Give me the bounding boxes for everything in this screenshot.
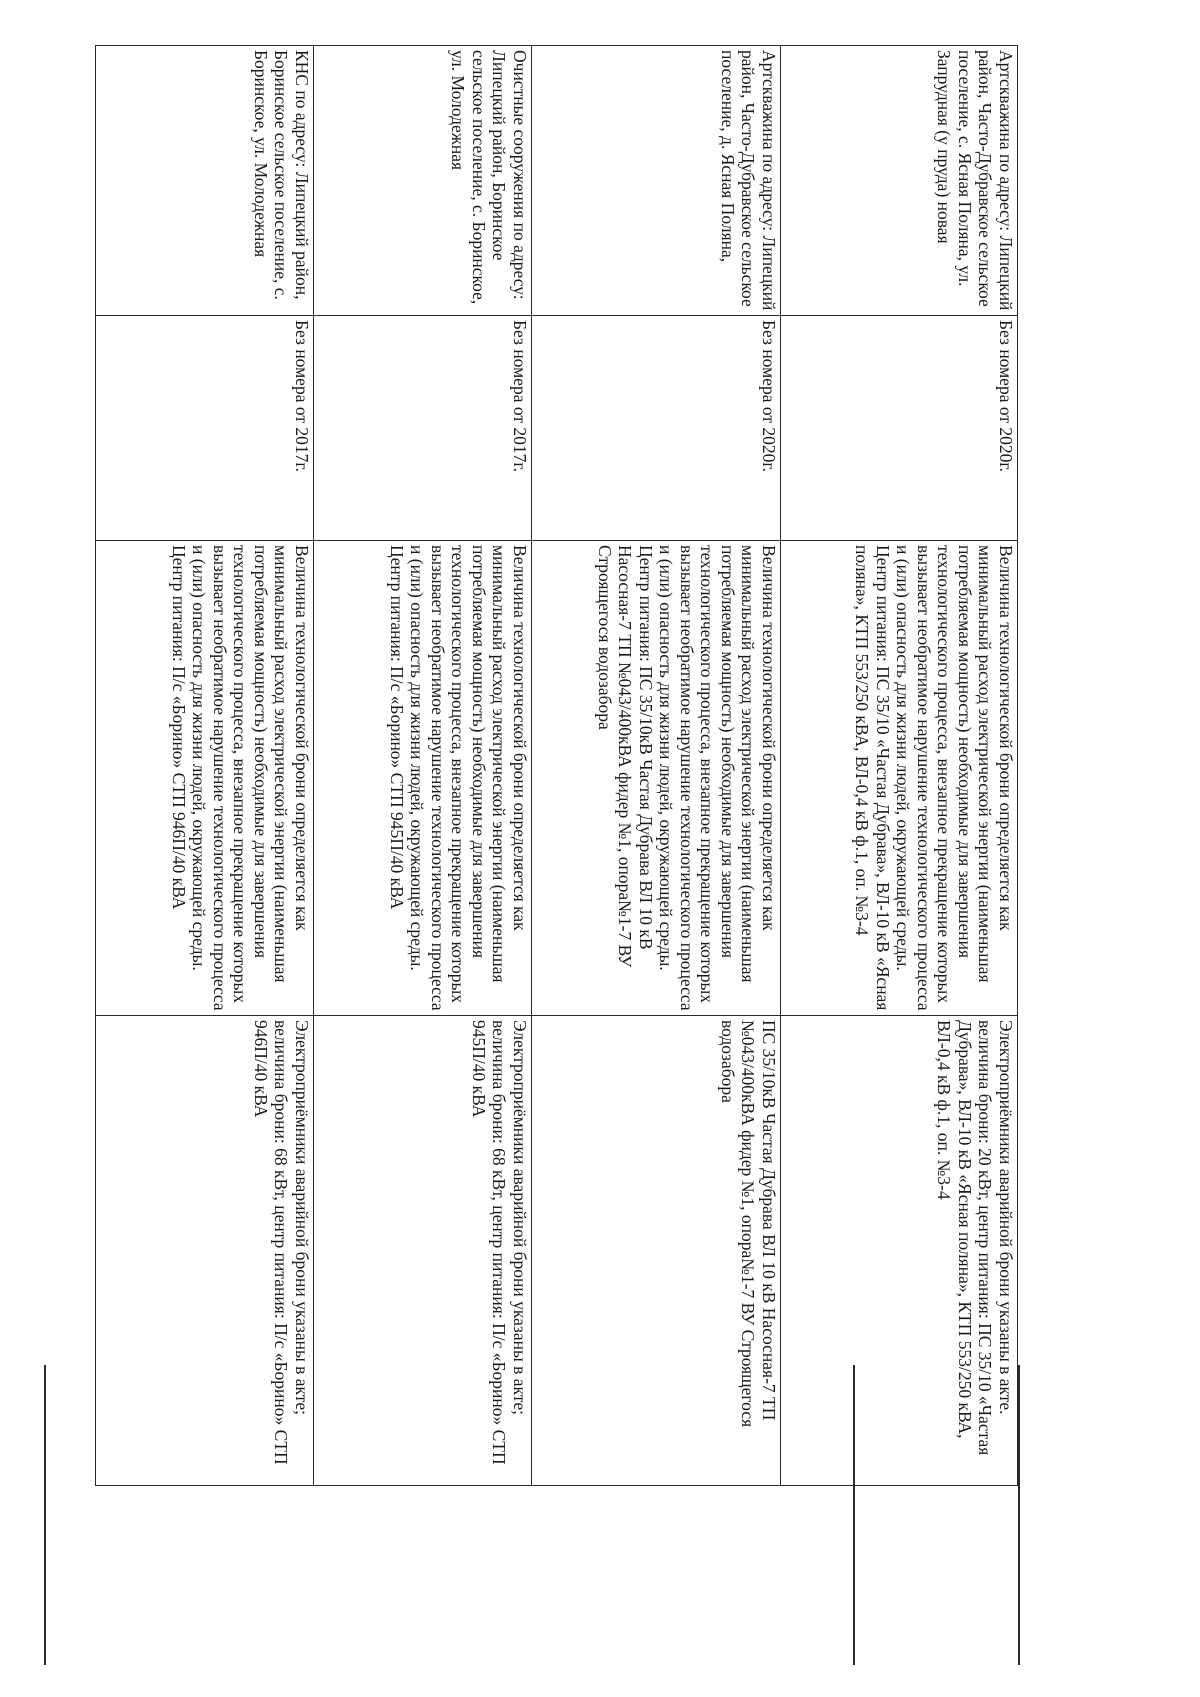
tech-bron-cell: Величина технологической брони определяется как минимальный расход электрической энергии (наименьшая потребляемая мощность) необходимые для завершения технологического процесса, внезапное прекращение которых вызывает необратимое нарушение технологического процесса и (или) опасность для жизни людей, окружающей среды. Центр питания: П/с «Борино» СТП 945П/40 кВА xyxy=(314,541,532,1016)
act-cell: Без номера от 2020г. xyxy=(781,316,1018,541)
separator-line xyxy=(44,1365,46,1665)
separator-line xyxy=(853,1365,855,1665)
table-row xyxy=(96,46,314,1486)
act-cell: Без номера от 2017г. xyxy=(96,316,314,541)
avar-bron-cell: Электроприёмники аварийной брони указаны в акте. величина брони: 20 кВт, центр питания: ПС 35/10 «Частая Дубрава», ВЛ-10 кВ «Ясная поляна», КТП 553/250 кВА, ВЛ-0,4 кВ ф.1, оп. №3-4 xyxy=(781,1016,1018,1486)
object-cell: Очистные сооружения по адресу: Липецкий район, Боринское сельское поселение, с. Боринское, ул. Молодежная xyxy=(314,46,532,316)
power-reserve-table xyxy=(95,45,1018,1486)
tech-bron-cell: Величина технологической брони определяется как минимальный расход электрической энергии (наименьшая потребляемая мощность) необходимые для завершения технологического процесса, внезапное прекращение которых вызывает необратимое нарушение технологического процесса и (или) опасность для жизни людей, окружающей среды. Центр питания: ПС 35/10кВ Частая Дубрава ВЛ 10 кВ Насосная-7 ТП №043/400кВА фидер №1, опора№1-7 ВУ Строящегося водозабора xyxy=(532,541,781,1016)
table-row xyxy=(781,46,1018,1486)
avar-bron-cell: Электроприёмники аварийной брони указаны в акте; величина брони: 68 кВт, центр питания: П/с «Борино» СТП 945П/40 кВА xyxy=(314,1016,532,1486)
table-row xyxy=(532,46,781,1486)
tech-bron-cell: Величина технологической брони определяется как минимальный расход электрической энергии (наименьшая потребляемая мощность) необходимые для завершения технологического процесса, внезапное прекращение которых вызывает необратимое нарушение технологического процесса и (или) опасность для жизни людей, окружающей среды. Центр питания: ПС 35/10 «Частая Дубрава», ВЛ-10 кВ «Ясная поляна», КТП 553/250 кВА, ВЛ-0,4 кВ ф.1, оп. №3-4 xyxy=(781,541,1018,1016)
rotated-page xyxy=(48,45,1018,1485)
separator-line xyxy=(1018,1365,1020,1665)
object-cell: Артскважина по адресу: Липецкий район, Часто-Дубравское сельское поселение, д. Ясная Поляна, xyxy=(532,46,781,316)
act-cell: Без номера от 2017г. xyxy=(314,316,532,541)
table-row xyxy=(314,46,532,1486)
object-cell: КНС по адресу: Липецкий район, Боринское сельское поселение, с. Боринское, ул. Молодежная xyxy=(96,46,314,316)
avar-bron-cell: ПС 35/10кВ Частая Дубрава ВЛ 10 кВ Насосная-7 ТП №043/400кВА фидер №1, опора№1-7 ВУ Строящегося водозабора xyxy=(532,1016,781,1486)
tech-bron-cell: Величина технологической брони определяется как минимальный расход электрической энергии (наименьшая потребляемая мощность) необходимые для завершения технологического процесса, внезапное прекращение которых вызывает необратимое нарушение технологического процесса и (или) опасность для жизни людей, окружающей среды. Центр питания: П/с «Борино» СТП 946П/40 кВА xyxy=(96,541,314,1016)
act-cell: Без номера от 2020г. xyxy=(532,316,781,541)
avar-bron-cell: Электроприёмники аварийной брони указаны в акте; величина брони: 68 кВт, центр питания: П/с «Борино» СТП 946П/40 кВА xyxy=(96,1016,314,1486)
object-cell: Артскважина по адресу: Липецкий район, Часто-Дубравское сельское поселение, с. Ясная Поляна, ул. Запрудная (у пруда) новая xyxy=(781,46,1018,316)
